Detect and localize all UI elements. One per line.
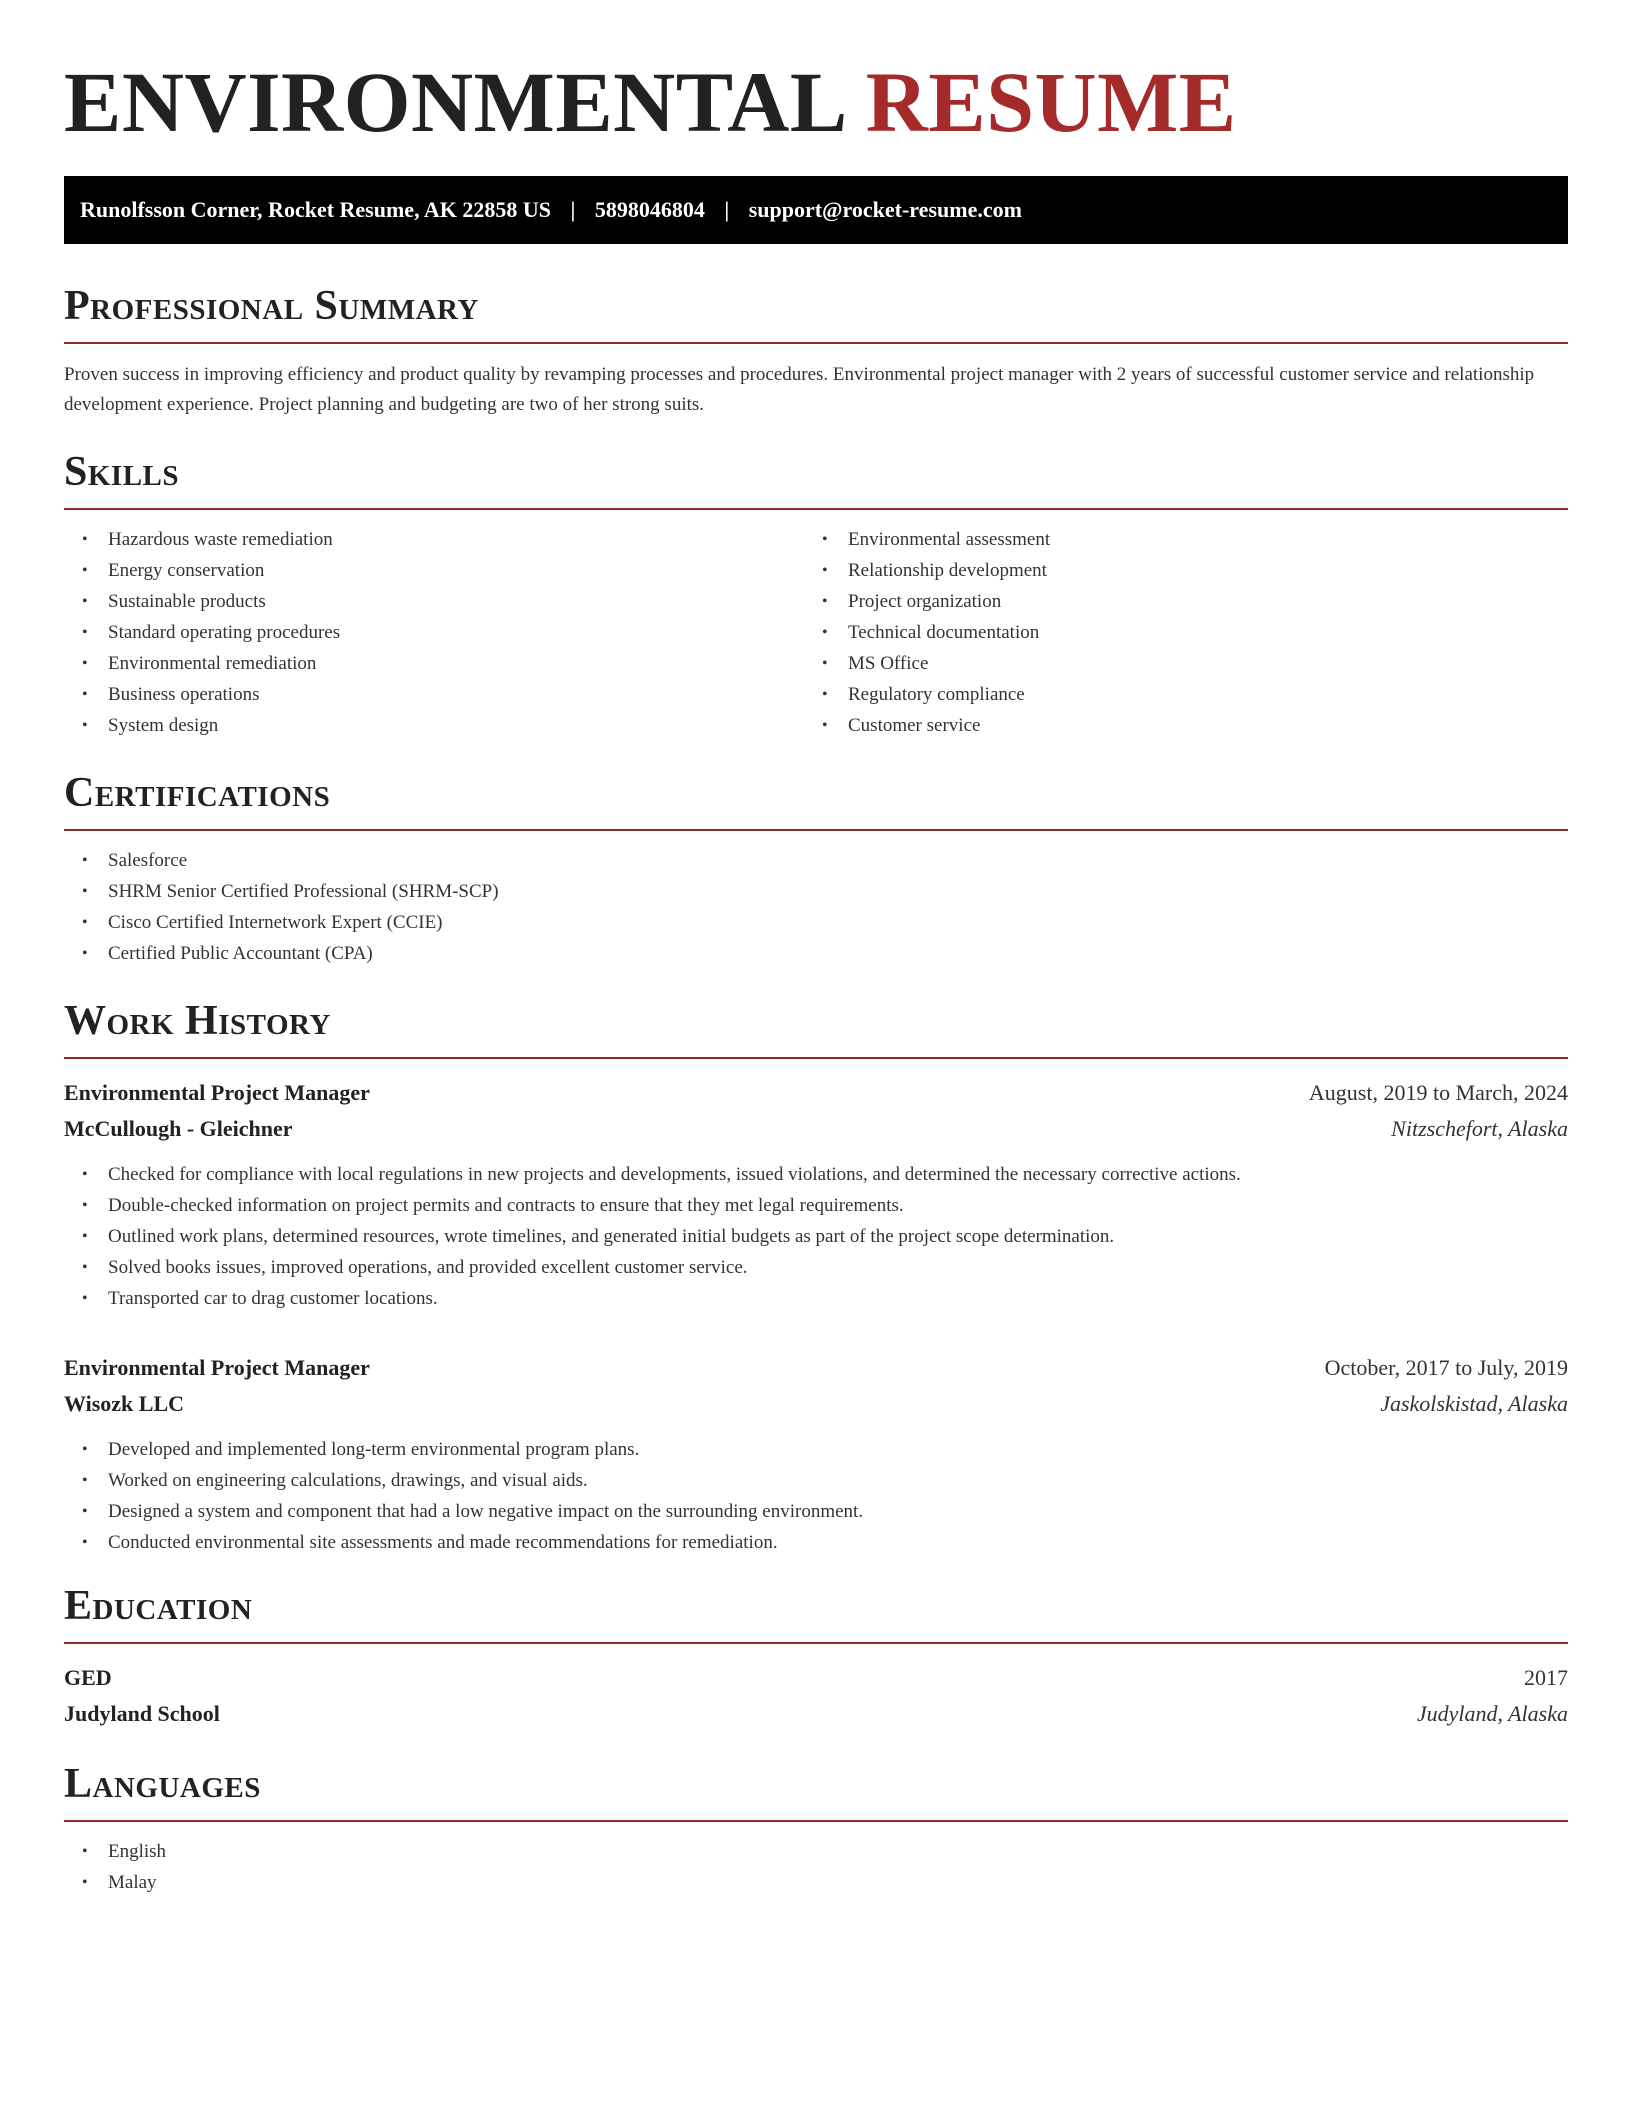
contact-separator: | — [724, 197, 730, 222]
job-header-row — [64, 1075, 1568, 1111]
job-location: Nitzschefort, Alaska — [1391, 1116, 1568, 1141]
section-heading-education: Education — [64, 1583, 253, 1629]
language-item: • Malay — [82, 1872, 157, 1893]
section-divider — [64, 1642, 1568, 1644]
skills-section — [64, 446, 1568, 741]
job-bullet: • Solved books issues, improved operations, and provided excellent customer service. — [82, 1257, 748, 1278]
job-bullets — [64, 1434, 1568, 1558]
section-divider — [64, 342, 1568, 344]
job-bullet: • Double-checked information on project permits and contracts to ensure that they met legal requirements. — [82, 1195, 904, 1216]
languages-section — [64, 1758, 1568, 1898]
job-bullets — [64, 1159, 1568, 1314]
education-location: Judyland, Alaska — [1416, 1701, 1568, 1726]
section-divider — [64, 1057, 1568, 1059]
job-header-row — [64, 1350, 1568, 1386]
contact-address: Runolfsson Corner, Rocket Resume, AK 22858 US — [80, 197, 551, 222]
job-company: Wisozk LLC — [64, 1391, 185, 1416]
job-bullet: • Conducted environmental site assessments and made recommendations for remediation. — [82, 1532, 778, 1553]
job-bullet: • Worked on engineering calculations, drawings, and visual aids. — [82, 1470, 588, 1491]
job-bullet: • Outlined work plans, determined resources, wrote timelines, and generated initial budgets as part of the project scope determination. — [82, 1226, 1115, 1247]
job-company-row — [64, 1111, 1568, 1147]
job-company: McCullough - Gleichner — [64, 1116, 293, 1141]
summary-text: Proven success in improving efficiency and product quality by revamping processes and procedures. Environmental project manager with 2 years of successful customer service and relationship development experience. Project planning and budgeting are two of her strong suits. — [64, 364, 1535, 415]
job-entry — [64, 1350, 1568, 1558]
certifications-section — [64, 767, 1568, 969]
job-title: Environmental Project Manager — [64, 1080, 370, 1105]
job-bullet: • Developed and implemented long-term environmental program plans. — [82, 1439, 640, 1460]
skill-item: • Project organization — [822, 591, 1002, 612]
section-heading-skills: Skills — [64, 449, 180, 495]
skill-item: • Technical documentation — [822, 622, 1040, 643]
skill-item: • Standard operating procedures — [82, 622, 341, 643]
education-degree: GED — [64, 1665, 112, 1690]
resume-title — [64, 0, 1568, 152]
skill-item: • Customer service — [822, 715, 981, 736]
education-section — [64, 1580, 1568, 1732]
section-heading-certifications: Certifications — [64, 770, 331, 816]
job-location: Jaskolskistad, Alaska — [1380, 1391, 1568, 1416]
summary-section — [64, 280, 1568, 420]
skill-item: • MS Office — [822, 653, 929, 674]
section-divider — [64, 829, 1568, 831]
skill-item: • Energy conservation — [82, 560, 265, 581]
work-history-section — [64, 995, 1568, 1558]
contact-bar — [64, 176, 1568, 244]
education-entry — [64, 1660, 1568, 1732]
job-company-row — [64, 1386, 1568, 1422]
skill-item: • Hazardous waste remediation — [82, 529, 333, 550]
job-bullet: • Transported car to drag customer locations. — [82, 1288, 438, 1309]
section-heading-summary: Professional Summary — [64, 283, 479, 329]
job-title: Environmental Project Manager — [64, 1355, 370, 1380]
section-heading-languages: Languages — [64, 1761, 261, 1807]
skills-grid — [64, 510, 1568, 741]
job-dates: August, 2019 to March, 2024 — [1308, 1080, 1568, 1105]
section-divider — [64, 1820, 1568, 1822]
certification-item: • Certified Public Accountant (CPA) — [82, 943, 373, 964]
certifications-list — [64, 845, 1568, 969]
job-entry — [64, 1075, 1568, 1314]
contact-phone: 5898046804 — [594, 197, 705, 222]
skills-list-right — [804, 524, 1544, 741]
job-bullet: • Checked for compliance with local regulations in new projects and developments, issued violations, and determined the necessary corrective actions. — [82, 1164, 1241, 1185]
job-bullet: • Designed a system and component that had a low negative impact on the surrounding environment. — [82, 1501, 864, 1522]
title-part-1: ENVIRONMENTAL — [64, 54, 848, 150]
skill-item: • System design — [82, 715, 219, 736]
language-item: • English — [82, 1841, 167, 1862]
contact-separator: | — [570, 197, 576, 222]
title-part-2: RESUME — [865, 54, 1237, 150]
skill-item: • Environmental assessment — [822, 529, 1051, 550]
skill-item: • Business operations — [82, 684, 260, 705]
skill-item: • Sustainable products — [82, 591, 266, 612]
resume-page — [64, 0, 1568, 1898]
education-school: Judyland School — [64, 1701, 220, 1726]
skills-list-left — [64, 524, 804, 741]
languages-list — [64, 1836, 1568, 1898]
education-year: 2017 — [1524, 1665, 1568, 1690]
education-header-row — [64, 1660, 1568, 1696]
skill-item: • Regulatory compliance — [822, 684, 1025, 705]
certification-item: • SHRM Senior Certified Professional (SHRM-SCP) — [82, 881, 499, 902]
certification-item: • Salesforce — [82, 850, 188, 871]
contact-email: support@rocket-resume.com — [748, 197, 1022, 222]
section-heading-work-history: Work History — [64, 998, 331, 1044]
skill-item: • Environmental remediation — [82, 653, 317, 674]
job-dates: October, 2017 to July, 2019 — [1324, 1355, 1568, 1380]
education-school-row — [64, 1696, 1568, 1732]
skill-item: • Relationship development — [822, 560, 1047, 581]
certification-item: • Cisco Certified Internetwork Expert (CCIE) — [82, 912, 443, 933]
